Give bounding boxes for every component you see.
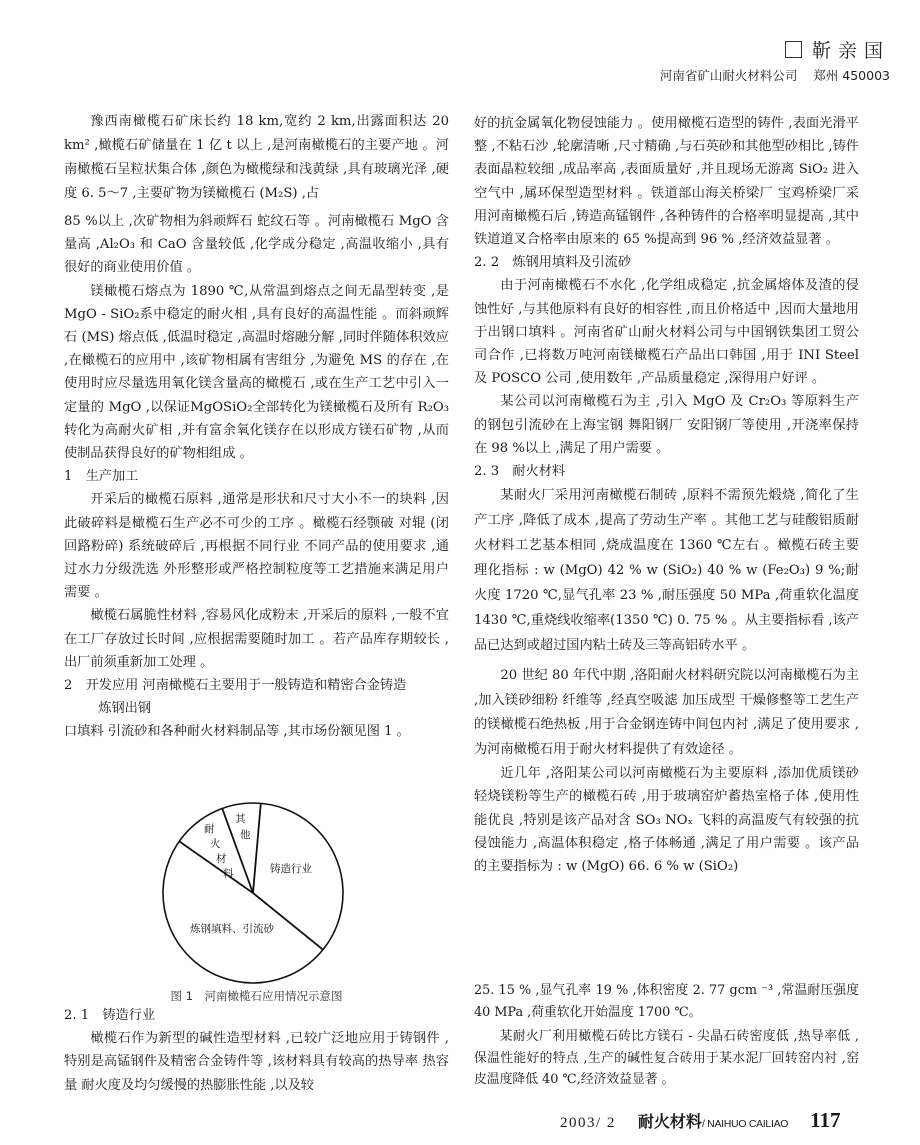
section-2-1-paragraph: 橄榄石作为新型的碱性造型材料 ,已较广泛地应用于铸钢件 ,特别是高锰钢件及精密合金铸件等 ,该材料具有较高的热导率 热容量 耐火度及均匀缓慢的热膨胀性能 ,以及较 <box>64 1031 449 1093</box>
issue-number: 2003/ 2 <box>560 1115 616 1131</box>
journal-name <box>638 1109 788 1132</box>
author-name-row <box>590 36 890 63</box>
left-column-bottom <box>64 1004 449 1097</box>
left-column <box>64 110 449 744</box>
intro-paragraph-1: 豫西南橄榄石矿床长约 18 km,宽约 2 km,出露面积达 20 km² ,橄榄石矿储量在 1 亿 t 以上 ,是河南橄榄石的主要产地 。河南橄榄石呈粒状集合体 ,颜色为橄榄绿和浅黄绿 ,具有玻璃光泽 ,硬度 6. 5～7 ,主要矿物为镁橄榄石 (M₂S) ,占 <box>64 114 449 201</box>
section-2-3-paragraph-3: 近几年 ,洛阳某公司以河南橄榄石为主要原料 ,添加优质镁砂 轻烧镁粉等生产的橄榄石砖 ,用于玻璃窑炉蓄热室格子体 ,使用性能优良 ,特别是该产品对含 SO₃ NOₓ 飞料的高温废气有较强的抗侵蚀能力 ,高温体积稳定 ,格子体畅通 ,满足了用户需要 。该产品的主要指标为 : w (MgO) 66. 6 % w (SiO₂) <box>474 766 859 875</box>
intro-paragraph-2: 85 %以上 ,次矿物相为斜顽辉石 蛇纹石等 。河南橄榄石 MgO 含量高 ,Al₂O₃ 和 CaO 含量较低 ,化学成分稳定 ,高温收缩小 ,具有很好的商业使用价值 。 <box>64 214 449 276</box>
right-column-bottom <box>474 980 859 1091</box>
section-2-2-heading: 2. 2 炼钢用填料及引流砂 <box>474 255 632 271</box>
author-marker-box <box>785 41 802 58</box>
page-footer <box>560 1108 841 1133</box>
pie-chart-svg <box>150 800 390 990</box>
pie-label-other-1: 其 <box>235 813 246 825</box>
figure-pie-chart <box>150 800 390 994</box>
section-2-2-paragraph-1: 由于河南橄榄石不水化 ,化学组成稳定 ,抗金属熔体及渣的侵蚀性好 ,与其他原料有良好的相容性 ,而且价格适中 ,因而大量地用于出钢口填料 。河南省矿山耐火材料公司与中国钢铁集团工贸公司合作 ,已将数万吨河南镁橄榄石产品出口韩国 ,用于 INI Steel 及 POSCO 公司 ,使用数年 ,产品质量稳定 ,深得用户好评 。 <box>474 278 859 387</box>
pie-label-refractory-1: 耐 <box>204 823 215 835</box>
section-2-1-heading: 2. 1 铸造行业 <box>64 1008 156 1023</box>
section-2-3-paragraph-2: 20 世纪 80 年代中期 ,洛阳耐火材料研究院以河南橄榄石为主 ,加入镁砂细粉 纤维等 ,经真空吸滤 加压成型 干燥修整等工艺生产的镁橄榄石绝热板 ,用于合金钢连铸中间包内衬 ,满足了使用要求 ,为河南橄榄石用于耐火材料提供了有效途径 。 <box>474 668 859 757</box>
section-1-heading: 1 生产加工 <box>64 469 139 485</box>
pie-label-refractory-3: 材 <box>216 853 227 865</box>
section-2-heading-cont: 炼钢出钢 <box>98 701 152 717</box>
affiliation-city: 郑州 450003 <box>813 68 890 83</box>
page-number: 117 <box>810 1108 841 1132</box>
foundry-paragraph-cont: 好的抗金属氧化物侵蚀能力 。使用橄榄石造型的铸件 ,表面光滑平整 ,不粘石沙 ,轮廓清晰 ,尺寸精确 ,与石英砂和其他型砂相比 ,铸件表面晶粒较细 ,成品率高 ,表面质量好 ,并且现场无游离 SiO₂ 进入空气中 ,属环保型造型材料 。铁道部山海关桥梁厂 宝鸡桥梁厂采用河南橄榄石后 ,铸造高锰钢件 ,各种铸件的合格率明显提高 ,其中铁道道叉合格率由原来的 65 %提高到 96 % ,经济效益显著 。 <box>474 116 859 248</box>
pie-label-other-2: 他 <box>240 829 251 841</box>
section-1-paragraph-2: 橄榄石属脆性材料 ,容易风化成粉末 ,开采后的原料 ,一般不宜在工厂存放过长时间 ,应根据需要随时加工 。若产品库存期较长 ,出厂前须重新加工处理 。 <box>64 608 449 670</box>
bottom-paragraph-1: 25. 15 % ,显气孔率 19 % ,体积密度 2. 77 gcm ⁻³ ,常温耐压强度 40 MPa ,荷重软化开始温度 1700 ℃。 <box>474 983 859 1020</box>
section-2-2-paragraph-2: 某公司以河南橄榄石为主 ,引入 MgO 及 Cr₂O₃ 等原料生产的钢包引流砂在上海宝钢 舞阳钢厂 安阳钢厂等使用 ,开浇率保持在 98 %以上 ,满足了用户需要 。 <box>474 394 859 456</box>
figure-caption: 图 1 河南橄榄石应用情况示意图 <box>170 989 343 1003</box>
author-name: 靳亲国 <box>811 40 890 62</box>
section-2-3-paragraph-1: 某耐火厂采用河南橄榄石制砖 ,原料不需预先煅烧 ,简化了生产工序 ,降低了成本 ,提高了劳动生产率 。其他工艺与硅酸铝质耐火材料工艺基本相同 ,烧成温度在 1360 ℃左右 。橄榄石砖主要理化指标 : w (MgO) 42 % w (SiO₂) 40 % w (Fe₂O₃) 9 %;耐火度 1720 ℃,显气孔率 23 % ,耐压强度 50 MPa ,荷重软化温度 1430 ℃,重烧线收缩率(1350 ℃) 0. 75 % 。从主要指标看 ,该产品已达到或超过国内粘土砖及三等高铝砖水平 。 <box>474 488 859 654</box>
bottom-paragraph-2: 某耐火厂利用橄榄石砖比方镁石 - 尖晶石砖密度低 ,热导率低 ,保温性能好的特点 ,生产的碱性复合砖用于某水泥厂回转窑内衬 ,窑皮温度降低 40 ℃,经济效益显著 。 <box>474 1029 859 1087</box>
section-2-3-heading: 2. 3 耐火材料 <box>474 464 566 480</box>
journal-name-en: / NAIHUO CAILIAO <box>701 1118 789 1130</box>
pie-label-refractory-4: 料 <box>223 868 234 880</box>
section-2-heading: 2 开发应用 河南橄榄石主要用于一般铸造和精密合金铸造 <box>64 678 407 694</box>
journal-name-cn: 耐火材料 <box>637 1112 702 1131</box>
affiliation <box>590 66 890 84</box>
pie-label-refractory-2: 火 <box>210 838 221 850</box>
affiliation-org: 河南省矿山耐火材料公司 <box>659 68 798 83</box>
pie-label-steel: 炼钢填料、引流砂 <box>190 923 274 935</box>
section-2-line: 口填料 引流砂和各种耐火材料制品等 ,其市场份额见图 1 。 <box>64 724 410 740</box>
right-column <box>474 112 859 878</box>
pie-label-foundry: 铸造行业 <box>270 863 312 875</box>
section-1-paragraph-1: 开采后的橄榄石原料 ,通常是形状和尺寸大小不一的块料 ,因此破碎料是橄榄石生产必不可少的工序 。橄榄石经颚破 对辊 (闭回路粉碎) 系统破碎后 ,再根据不同行业 不同产品的使用要求 ,通过水力分级洗选 外形整形或严格控制粒度等工艺措施来满足用户需要 。 <box>64 492 449 601</box>
intro-paragraph-3: 镁橄榄石熔点为 1890 ℃,从常温到熔点之间无晶型转变 ,是 MgO - SiO₂系中稳定的耐火相 ,具有良好的高温性能 。而斜顽辉石 (MS) 熔点低 ,低温时稳定 ,高温时熔融分解 ,同时伴随体积效应 ,在橄榄石的应用中 ,该矿物相属有害组分 ,为避免 MS 的存在 ,在使用时应尽量选用氧化镁含量高的橄榄石 ,或在生产工艺中引入一定量的 MgO ,以保证MgOSiO₂全部转化为镁橄榄石及所有 R₂O₃ 转化为高耐火矿相 ,并有富余氧化镁存在以形成方镁石矿物 ,从而使制品获得良好的矿物相组成 。 <box>64 283 449 462</box>
author-block <box>590 36 890 84</box>
